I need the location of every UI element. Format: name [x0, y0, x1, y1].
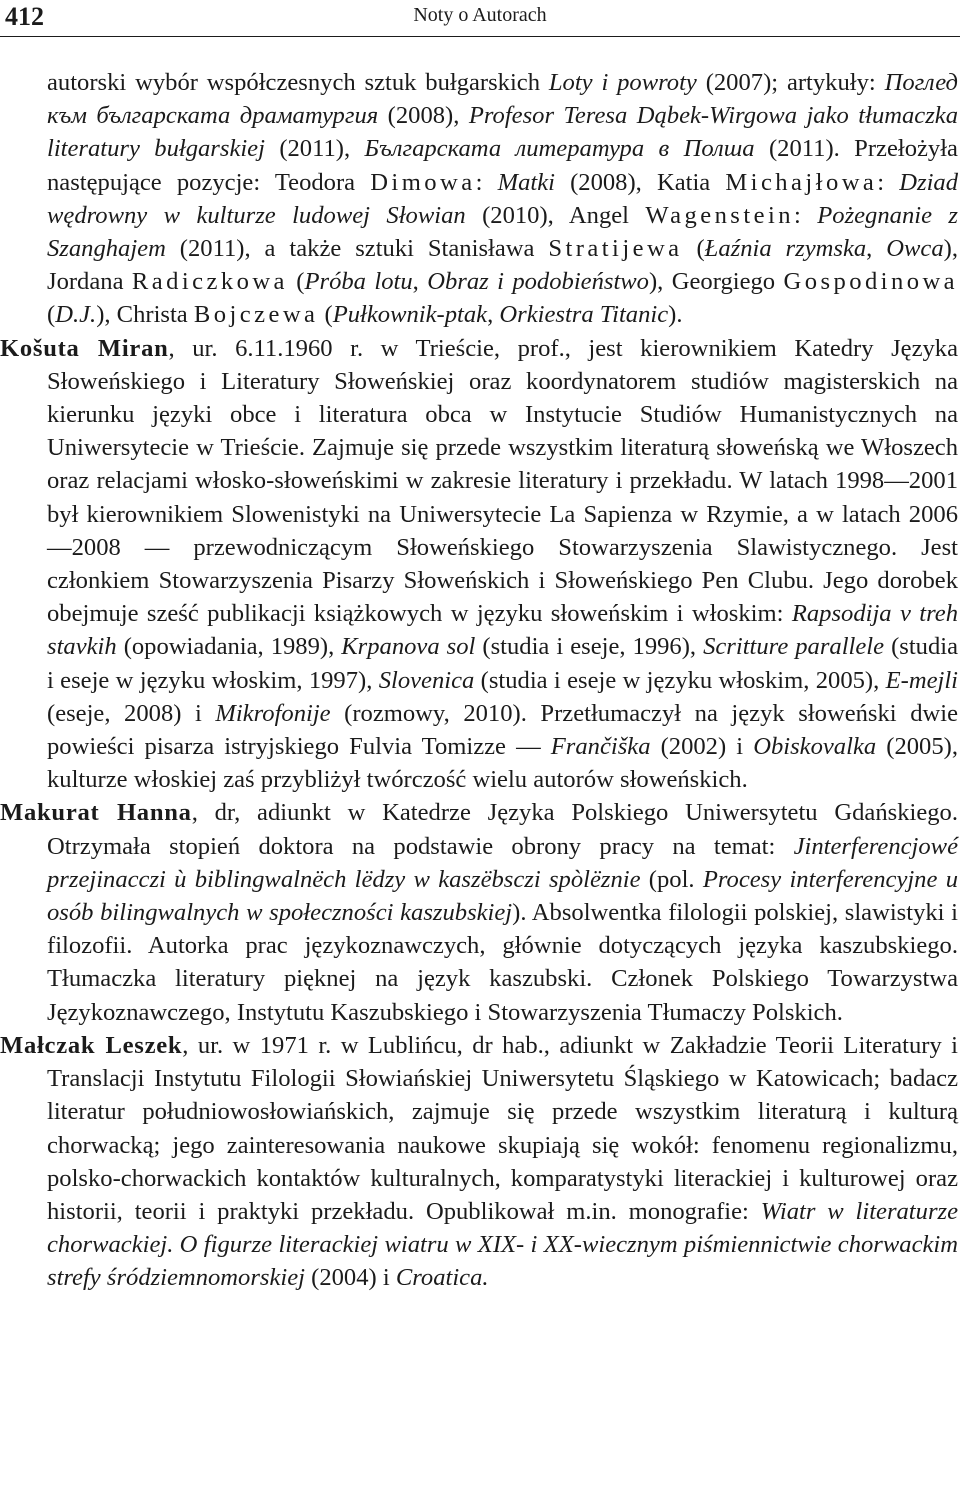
author-name: Makurat Hanna: [0, 799, 192, 827]
page-body: [0, 66, 958, 1295]
entry-makurat-hanna: Makurat Hanna, dr, adiunkt w Katedrze Języka Polskiego Uniwersytetu Gdańskiego. Otrzymała stopień doktora na podstawie obrony pracy na temat: Jinterferencjowé przejinacczi ù biblingwalnëch lëdzy w kaszëbsczi spòlëznie (pol. Procesy interferencyjne u osób bilingwalnych w społeczności kaszubskiej). Absolwentka filologii polskiej, slawistyki i filozofii. Autorka prac językoznawczych, głównie dotyczących języka kaszubskiego. Tłumaczka literatury pięknej na język kaszubski. Członek Polskiego Towarzystwa Językoznawczego, Instytutu Kaszubskiego i Stowarzyszenia Tłumaczy Polskich.: [0, 799, 959, 1026]
entry-continuation: autorski wybór współczesnych sztuk bułgarskich Loty i powroty (2007); artykuły: Поглед към българската драматургия (2008), Profesor Teresa Dąbek-Wirgowa jako tłumaczka literatury bułgarskiej (2011), Българската литература в Полша (2011). Przełożyła następujące pozycje: Teodora Dimowa: Matki (2008), Katia Michajłowa: Dziad wędrowny w kulturze ludowej Słowian (2010), Angel Wagenstein: Pożegnanie z Szanghajem (2011), a także sztuki Stanisława Stratijewa (Łaźnia rzymska, Owca), Jordana Radiczkowa (Próba lotu, Obraz i podobieństwo), Georgiego Gospodinowa (D.J.), Christa Bojczewa (Pułkownik-ptak, Orkiestra Titanic).: [47, 69, 959, 329]
page-header: [0, 0, 960, 36]
header-rule: [0, 36, 960, 37]
page-number: 412: [5, 2, 44, 31]
author-name: Košuta Miran: [0, 334, 169, 362]
author-name: Małczak Leszek: [0, 1031, 183, 1059]
entry-malczak-leszek: Małczak Leszek, ur. w 1971 r. w Lublińcu, dr hab., adiunkt w Zakładzie Teorii Literatury i Translacji Instytutu Filologii Słowiańskiej Uniwersytetu Śląskiego w Katowicach; badacz literatur południowosłowiańskich, zajmuje się przede wszystkim literaturą i kulturą chorwacką; jego zainteresowania naukowe skupiają się wokół: fenomenu regionalizmu, polsko-chorwackich kontaktów kulturalnych, komparatystyki literackiej i kulturowej oraz historii, teorii i praktyki przekładu. Opublikował m.in. monografie: Wiatr w literaturze chorwackiej. O figurze literackiej wiatru w XIX- i XX-wiecznym piśmiennictwie chorwackim strefy śródziemnomorskiej (2004) i Croatica.: [0, 1031, 958, 1292]
entry-kosuta-miran: Košuta Miran, ur. 6.11.1960 r. w Trieście, prof., jest kierownikiem Katedry Języka Słoweńskiego i Literatury Słoweńskiej oraz koordynatorem studiów magisterskich na kierunku języki obce i literatura obca w Instytucie Studiów Humanistycznych na Uniwersytecie w Trieście. Zajmuje się przede wszystkim literaturą słoweńską we Włoszech oraz relacjami włosko-słoweńskimi w zakresie literatury i przekładu. W latach 1998—2001 był kierownikiem Slowenistyki na Uniwersytecie La Sapienza w Rzymie, a w latach 2006—2008 — przewodniczącym Słoweńskiego Stowarzyszenia Slawistycznego. Jest członkiem Stowarzyszenia Pisarzy Słoweńskich i Słoweńskiego Pen Clubu. Jego dorobek obejmuje sześć publikacji książkowych w języku słoweńskim i włoskim: Rapsodija v treh stavkih (opowiadania, 1989), Krpanova sol (studia i eseje, 1996), Scritture parallele (studia i eseje w języku włoskim, 1997), Slovenica (studia i eseje w języku włoskim, 2005), E-mejli (eseje, 2008) i Mikrofonije (rozmowy, 2010). Przetłumaczył na język słoweński dwie powieści pisarza istryjskiego Fulvia Tomizze — Frančiška (2002) i Obiskovalka (2005), kulturze włoskiej zaś przybliżył twórczość wielu autorów słoweńskich.: [0, 334, 959, 794]
running-title: Noty o Autorach: [413, 4, 547, 26]
